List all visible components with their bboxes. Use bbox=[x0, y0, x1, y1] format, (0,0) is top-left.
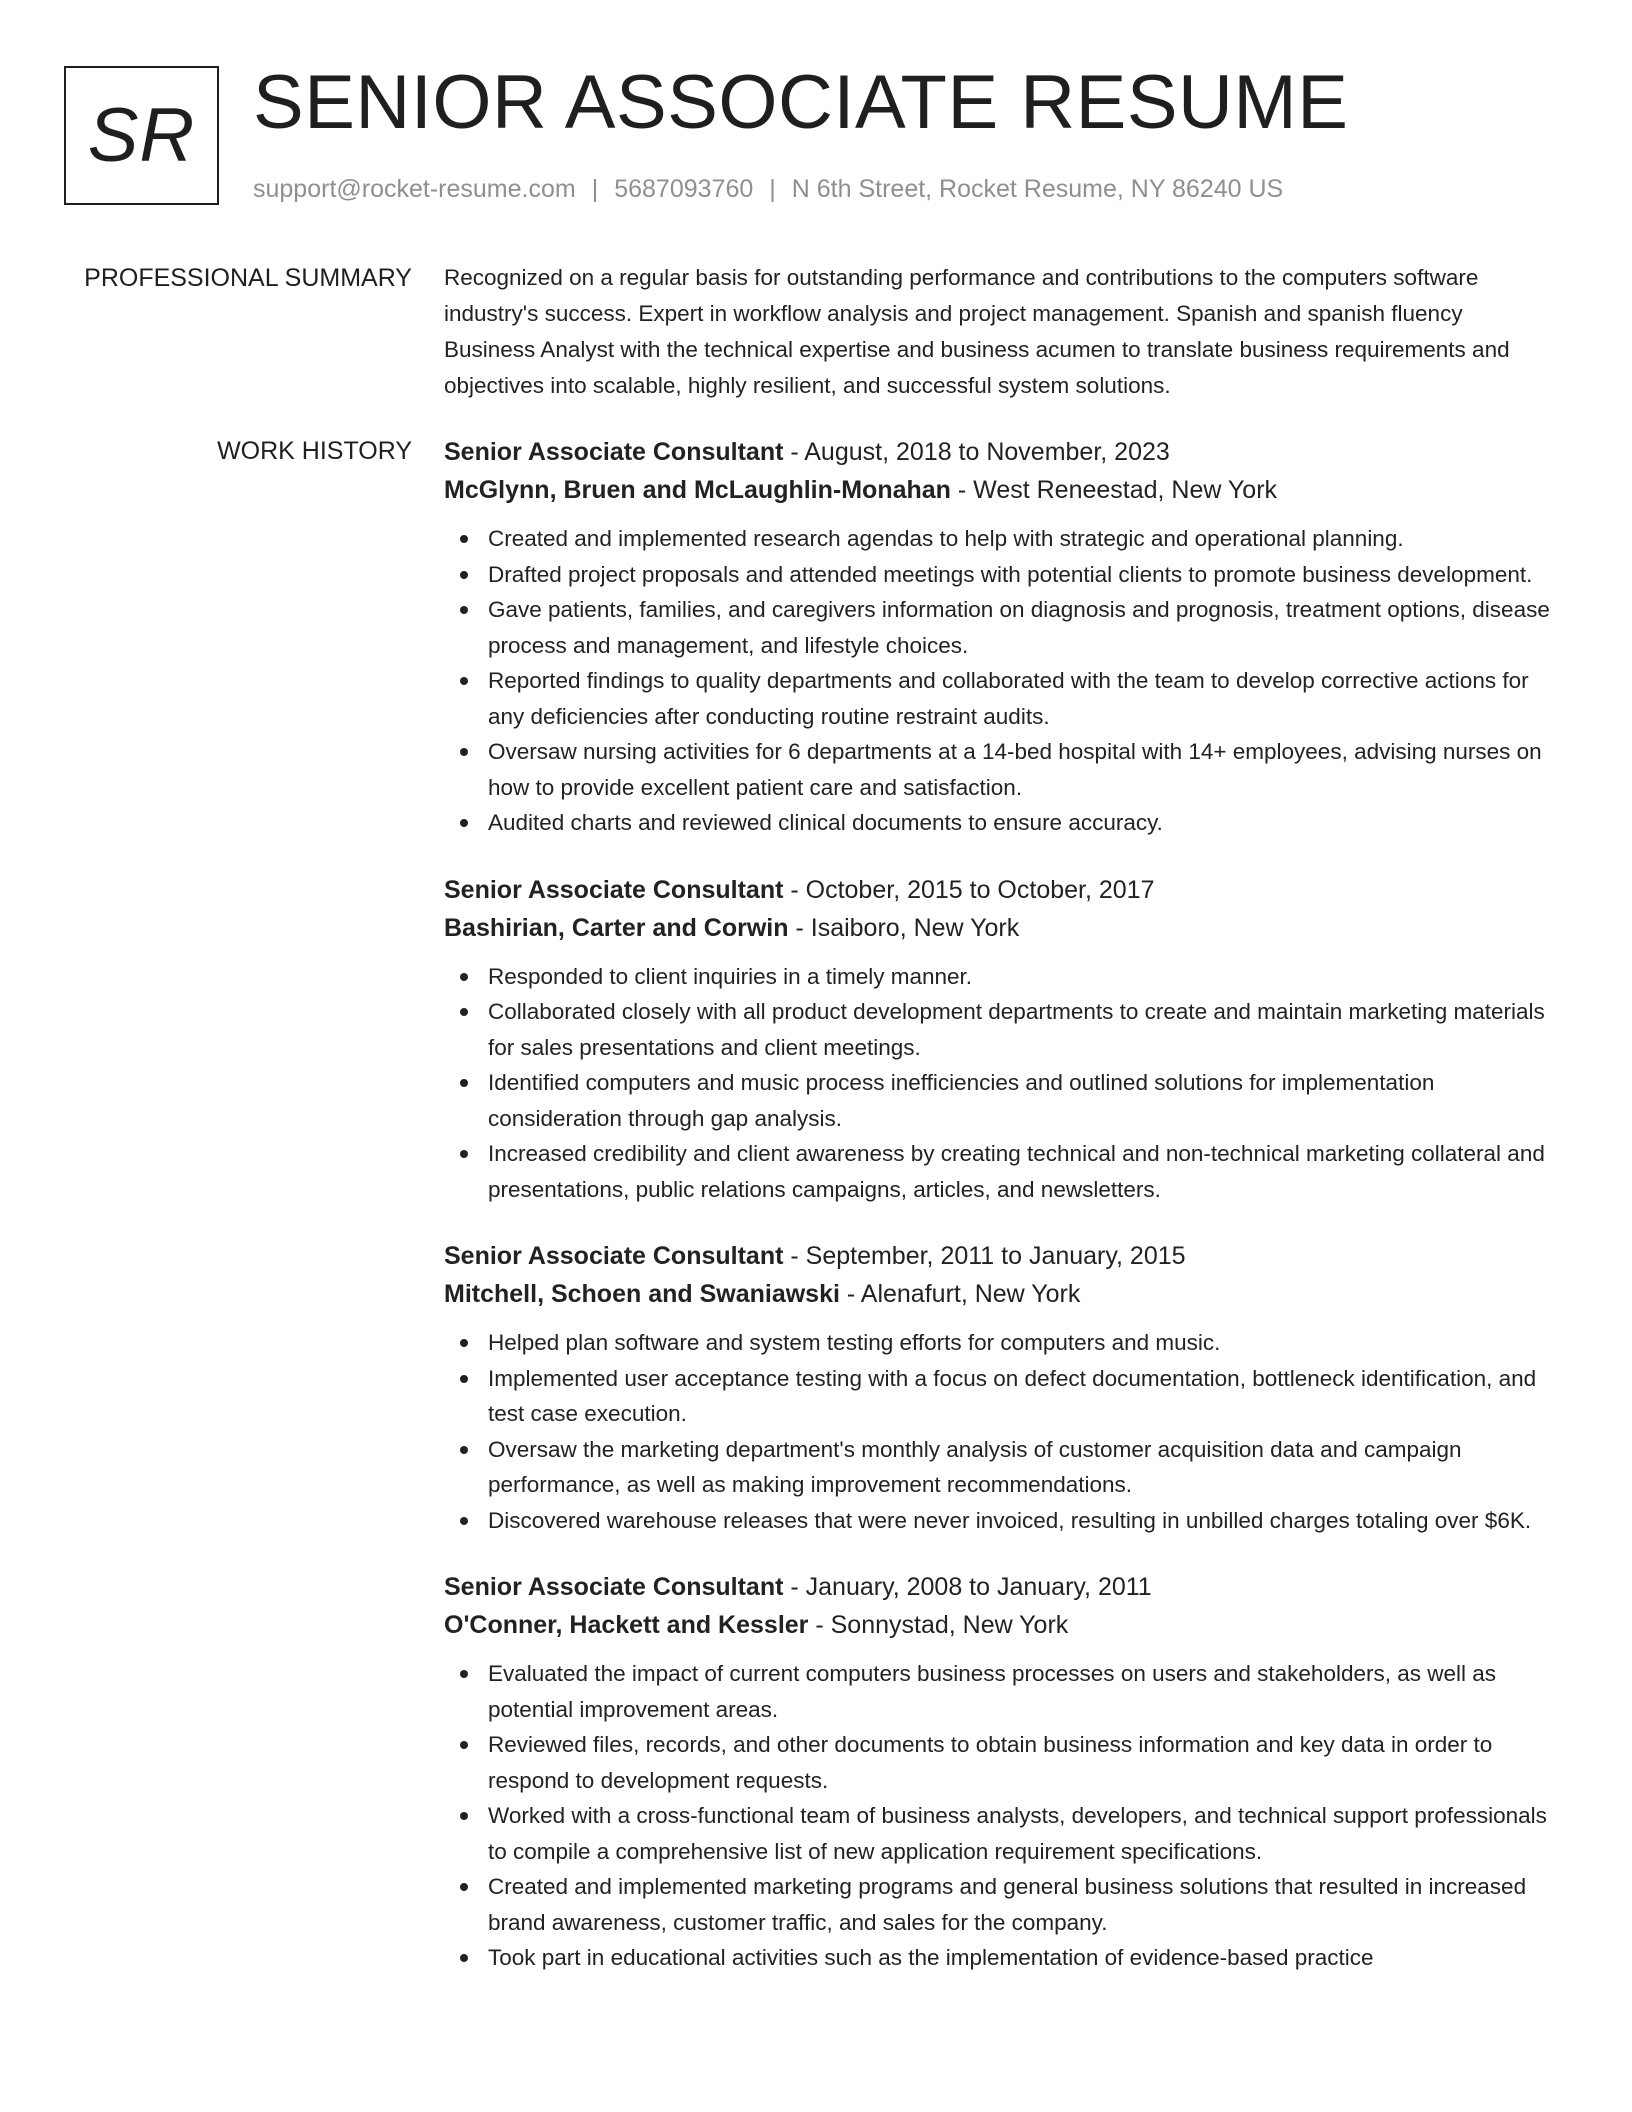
monogram-initials: SR bbox=[87, 93, 196, 178]
job-location: - West Reneestad, New York bbox=[950, 476, 1278, 504]
list-item bbox=[444, 1503, 1554, 1539]
bullet-dot-icon bbox=[460, 1339, 468, 1347]
job-entry bbox=[444, 871, 1554, 1208]
list-item bbox=[444, 1940, 1554, 1976]
contact-phone[interactable]: 5687093760 bbox=[614, 175, 754, 203]
bullet-text: Created and implemented marketing programs and general business solutions that resulted in increased brand awareness, customer traffic, and sales for the company. bbox=[488, 1874, 1527, 1935]
bullet-dot-icon bbox=[460, 1517, 468, 1525]
bullet-text: Implemented user acceptance testing with a focus on defect documentation, bottleneck identification, and test case execution. bbox=[488, 1365, 1537, 1426]
job-company: O'Conner, Hackett and Kessler bbox=[444, 1611, 809, 1639]
list-item bbox=[444, 994, 1554, 1065]
job-dates: - September, 2011 to January, 2015 bbox=[783, 1242, 1186, 1270]
list-item bbox=[444, 1065, 1554, 1136]
bullet-text: Worked with a cross-functional team of business analysts, developers, and technical support professionals to compile a comprehensive list of new application requirement specifications. bbox=[488, 1803, 1547, 1864]
bullet-dot-icon bbox=[460, 1008, 468, 1016]
list-item bbox=[444, 805, 1554, 841]
job-title: Senior Associate Consultant bbox=[444, 438, 784, 466]
job-title: Senior Associate Consultant bbox=[444, 1573, 784, 1601]
job-company-line bbox=[444, 1606, 1554, 1644]
bullet-dot-icon bbox=[460, 677, 468, 685]
bullet-text: Created and implemented research agendas to help with strategic and operational planning. bbox=[488, 526, 1404, 551]
list-item bbox=[444, 1136, 1554, 1207]
section-label-work-history: WORK HISTORY bbox=[217, 437, 412, 465]
list-item bbox=[444, 521, 1554, 557]
list-item bbox=[444, 1798, 1554, 1869]
bullet-dot-icon bbox=[460, 1150, 468, 1158]
bullet-dot-icon bbox=[460, 535, 468, 543]
job-company-line bbox=[444, 1275, 1554, 1313]
bullet-text: Collaborated closely with all product development departments to create and maintain marketing materials for sales presentations and client meetings. bbox=[488, 999, 1545, 1060]
list-item bbox=[444, 663, 1554, 734]
bullet-dot-icon bbox=[460, 1375, 468, 1383]
bullet-text: Gave patients, families, and caregivers information on diagnosis and prognosis, treatment options, disease process and management, and lifestyle choices. bbox=[488, 597, 1550, 658]
list-item bbox=[444, 1869, 1554, 1940]
bullet-dot-icon bbox=[460, 1079, 468, 1087]
bullet-text: Helped plan software and system testing efforts for computers and music. bbox=[488, 1330, 1221, 1355]
job-title-line bbox=[444, 1568, 1554, 1606]
job-location: - Alenafurt, New York bbox=[839, 1280, 1081, 1308]
bullet-dot-icon bbox=[460, 1883, 468, 1891]
list-item bbox=[444, 1727, 1554, 1798]
list-item bbox=[444, 1656, 1554, 1727]
job-bullet-list bbox=[444, 959, 1554, 1208]
job-title-line bbox=[444, 433, 1554, 471]
job-location: - Isaiboro, New York bbox=[788, 913, 1020, 942]
bullet-dot-icon bbox=[460, 819, 468, 827]
job-company: McGlynn, Bruen and McLaughlin-Monahan bbox=[444, 476, 951, 504]
bullet-text: Took part in educational activities such as the implementation of evidence-based practice bbox=[488, 1945, 1374, 1970]
contact-email[interactable]: support@rocket-resume.com bbox=[253, 175, 576, 203]
bullet-dot-icon bbox=[460, 606, 468, 614]
bullet-text: Drafted project proposals and attended meetings with potential clients to promote business development. bbox=[488, 561, 1533, 587]
job-bullet-list bbox=[444, 521, 1554, 841]
bullet-text: Evaluated the impact of current computers business processes on users and stakeholders, as well as potential improvement areas. bbox=[488, 1661, 1497, 1722]
summary-body bbox=[444, 260, 1554, 404]
job-title: Senior Associate Consultant bbox=[444, 875, 784, 904]
resume-title: SENIOR ASSOCIATE RESUME bbox=[253, 60, 1349, 145]
bullet-dot-icon bbox=[460, 1446, 468, 1454]
bullet-dot-icon bbox=[460, 1670, 468, 1678]
bullet-dot-icon bbox=[460, 1954, 468, 1962]
bullet-dot-icon bbox=[460, 973, 468, 981]
job-dates: - January, 2008 to January, 2011 bbox=[783, 1573, 1152, 1601]
job-company-line bbox=[444, 909, 1554, 947]
bullet-text: Identified computers and music process inefficiencies and outlined solutions for implementation consideration through gap analysis. bbox=[488, 1070, 1435, 1131]
job-company: Mitchell, Schoen and Swaniawski bbox=[444, 1280, 840, 1308]
job-entry bbox=[444, 1237, 1554, 1538]
summary-text: Recognized on a regular basis for outstanding performance and contributions to the computers software industry's success. Expert in workflow analysis and project management. Spanish and spanish fluency Business Analyst with the technical expertise and business acumen to translate business requirements and objectives into scalable, highly resilient, and successful system solutions. bbox=[444, 265, 1510, 398]
contact-line bbox=[253, 172, 1283, 206]
contact-address: N 6th Street, Rocket Resume, NY 86240 US bbox=[791, 175, 1284, 203]
job-dates: - October, 2015 to October, 2017 bbox=[783, 875, 1155, 904]
bullet-dot-icon bbox=[460, 1812, 468, 1820]
list-item bbox=[444, 734, 1554, 805]
list-item bbox=[444, 1361, 1554, 1432]
list-item bbox=[444, 557, 1554, 593]
job-company-line bbox=[444, 471, 1554, 509]
list-item bbox=[444, 1432, 1554, 1503]
list-item bbox=[444, 959, 1554, 995]
job-bullet-list bbox=[444, 1656, 1554, 1976]
monogram-badge bbox=[64, 66, 219, 205]
job-entry bbox=[444, 433, 1554, 841]
bullet-text: Reported findings to quality departments and collaborated with the team to develop corrective actions for any deficiencies after conducting routine restraint audits. bbox=[488, 668, 1529, 729]
job-dates: - August, 2018 to November, 2023 bbox=[783, 438, 1170, 466]
section-label-summary: PROFESSIONAL SUMMARY bbox=[84, 264, 412, 292]
bullet-dot-icon bbox=[460, 748, 468, 756]
job-title-line bbox=[444, 871, 1554, 909]
bullet-text: Increased credibility and client awareness by creating technical and non-technical marketing collateral and presentations, public relations campaigns, articles, and newsletters. bbox=[488, 1141, 1545, 1202]
bullet-text: Oversaw nursing activities for 6 departments at a 14-bed hospital with 14+ employees, advising nurses on how to provide excellent patient care and satisfaction. bbox=[488, 739, 1542, 800]
bullet-text: Oversaw the marketing department's monthly analysis of customer acquisition data and campaign performance, as well as making improvement recommendations. bbox=[488, 1436, 1462, 1497]
contact-separator: | bbox=[769, 175, 776, 203]
list-item bbox=[444, 592, 1554, 663]
job-title-line bbox=[444, 1237, 1554, 1275]
job-bullet-list bbox=[444, 1325, 1554, 1538]
contact-separator: | bbox=[591, 175, 599, 203]
bullet-text: Reviewed files, records, and other documents to obtain business information and key data in order to respond to development requests. bbox=[488, 1732, 1493, 1793]
job-location: - Sonnystad, New York bbox=[808, 1611, 1069, 1639]
bullet-text: Audited charts and reviewed clinical documents to ensure accuracy. bbox=[488, 810, 1163, 835]
job-company: Bashirian, Carter and Corwin bbox=[444, 913, 789, 942]
job-title: Senior Associate Consultant bbox=[444, 1242, 784, 1270]
work-history-body bbox=[444, 433, 1554, 2006]
bullet-dot-icon bbox=[460, 1741, 468, 1749]
bullet-dot-icon bbox=[460, 571, 468, 579]
job-entry bbox=[444, 1568, 1554, 1976]
bullet-text: Discovered warehouse releases that were never invoiced, resulting in unbilled charges totaling over $6K. bbox=[488, 1507, 1532, 1533]
bullet-text: Responded to client inquiries in a timely manner. bbox=[488, 963, 973, 989]
list-item bbox=[444, 1325, 1554, 1361]
